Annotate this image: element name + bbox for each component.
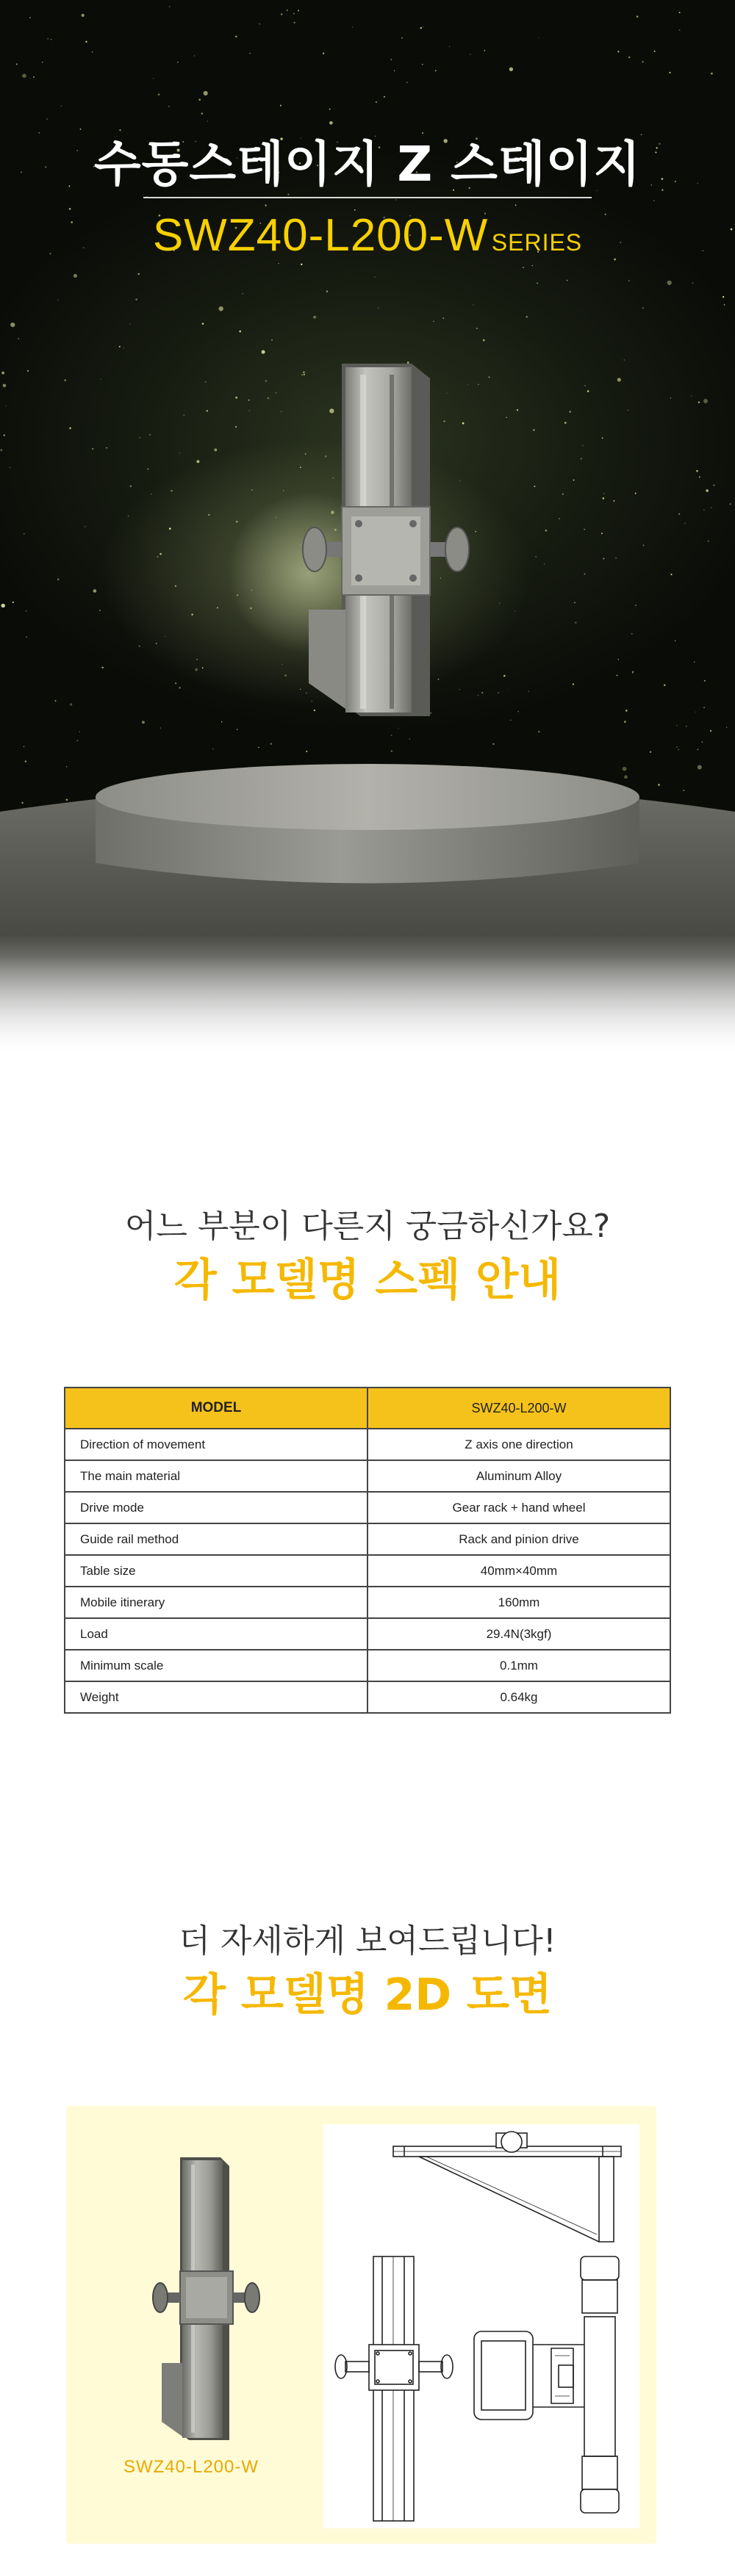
- product-render-small: [110, 2143, 279, 2451]
- spec-header-value: SWZ40-L200-W: [368, 1388, 670, 1429]
- spec-row-label: Drive mode: [65, 1492, 368, 1523]
- table-row: [65, 1523, 670, 1555]
- spec-row-value: 0.1mm: [368, 1650, 670, 1681]
- spec-table: [64, 1387, 671, 1714]
- spec-row-value: 160mm: [368, 1587, 670, 1618]
- spec-row-label: Guide rail method: [65, 1523, 368, 1555]
- product-render-scene: [0, 0, 735, 1058]
- drawing-question: 더 자세하게 보여드립니다!: [179, 1922, 556, 1960]
- spec-headline: 각 모델명 스펙 안내: [173, 1255, 562, 1306]
- table-row: [65, 1555, 670, 1587]
- spec-row-value: 0.64kg: [368, 1681, 670, 1713]
- technical-drawing-lines: [323, 2124, 639, 2528]
- spec-section: [0, 1058, 735, 1902]
- spec-header-label: MODEL: [65, 1388, 368, 1429]
- spec-row-label: Minimum scale: [65, 1650, 368, 1681]
- spec-row-value: 29.4N(3kgf): [368, 1618, 670, 1650]
- spec-row-label: The main material: [65, 1460, 368, 1492]
- spec-row-label: Table size: [65, 1555, 368, 1587]
- spec-table-header: [65, 1388, 670, 1429]
- render-model-label: SWZ40-L200-W: [123, 2457, 259, 2477]
- spec-question: 어느 부분이 다른지 궁금하신가요?: [124, 1208, 611, 1245]
- table-row: [65, 1681, 670, 1713]
- spec-row-value: Gear rack + hand wheel: [368, 1492, 670, 1523]
- table-row: [65, 1460, 670, 1492]
- table-row: [65, 1587, 670, 1618]
- hero-series-label: SERIES: [491, 229, 583, 256]
- table-row: [65, 1492, 670, 1523]
- spec-row-label: Load: [65, 1618, 368, 1650]
- table-row: [65, 1429, 670, 1460]
- drawing-panel: [66, 2106, 656, 2544]
- spec-row-label: Mobile itinerary: [65, 1587, 368, 1618]
- spec-row-value: Z axis one direction: [368, 1429, 670, 1460]
- drawing-headline: 각 모델명 2D 도면: [183, 1969, 552, 2021]
- spec-row-label: Weight: [65, 1681, 368, 1713]
- table-row: [65, 1650, 670, 1681]
- hero-banner: [0, 0, 735, 1058]
- hero-title: 수동스테이지 Z 스테이지: [93, 136, 642, 192]
- hero-model-code: SWZ40-L200-W: [152, 210, 489, 261]
- table-row: [65, 1618, 670, 1650]
- spec-row-label: Direction of movement: [65, 1429, 368, 1460]
- spec-row-value: Rack and pinion drive: [368, 1523, 670, 1555]
- spec-row-value: 40mm×40mm: [368, 1555, 670, 1587]
- technical-drawing: [323, 2124, 639, 2528]
- spec-row-value: Aluminum Alloy: [368, 1460, 670, 1492]
- drawing-section: [0, 1902, 735, 2576]
